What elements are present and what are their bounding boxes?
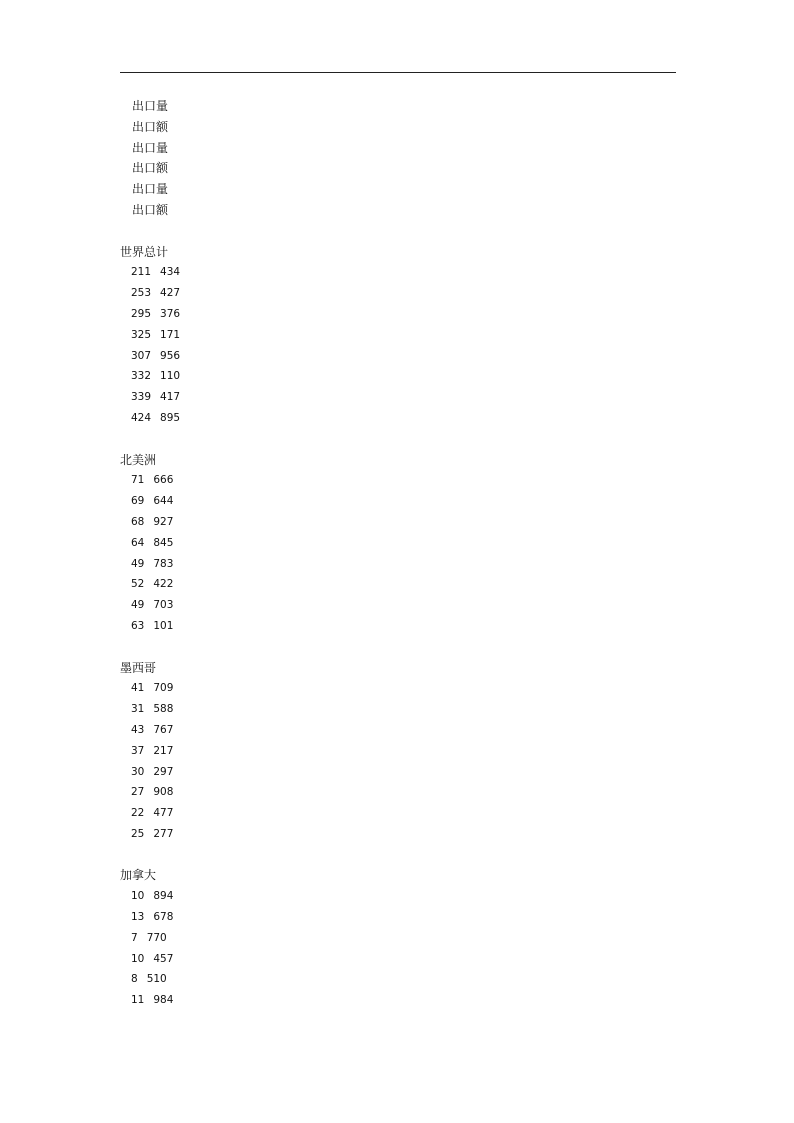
value-a: 339 bbox=[131, 391, 152, 404]
data-row bbox=[120, 262, 676, 283]
data-row bbox=[120, 824, 676, 845]
value-a: 69 bbox=[131, 495, 145, 508]
value-b: 422 bbox=[153, 578, 174, 591]
header-item: 出口量 bbox=[132, 99, 169, 113]
value-b: 927 bbox=[153, 515, 174, 528]
header-item: 出口额 bbox=[132, 202, 169, 217]
value-a: 11 bbox=[131, 994, 145, 1007]
value-a: 211 bbox=[131, 266, 152, 279]
value-a: 7 bbox=[131, 931, 138, 944]
value-a: 31 bbox=[131, 703, 145, 716]
data-row bbox=[120, 616, 676, 637]
section-mexico bbox=[120, 658, 676, 845]
section-canada bbox=[120, 865, 676, 1011]
value-b: 908 bbox=[153, 786, 174, 799]
data-row bbox=[120, 782, 676, 803]
data-row bbox=[120, 678, 676, 699]
data-row bbox=[120, 907, 676, 928]
value-a: 332 bbox=[131, 370, 152, 383]
value-a: 64 bbox=[131, 536, 145, 549]
section-title: 世界总计 bbox=[120, 244, 169, 259]
section-title: 墨西哥 bbox=[120, 660, 157, 675]
value-a: 10 bbox=[131, 890, 145, 903]
value-b: 434 bbox=[160, 266, 181, 279]
data-row bbox=[120, 699, 676, 720]
value-a: 295 bbox=[131, 307, 152, 320]
data-row bbox=[120, 366, 676, 387]
data-row bbox=[120, 741, 676, 762]
data-row bbox=[120, 928, 676, 949]
data-row bbox=[120, 762, 676, 783]
data-row bbox=[120, 533, 676, 554]
value-b: 894 bbox=[153, 890, 174, 903]
value-a: 41 bbox=[131, 682, 145, 695]
data-row bbox=[120, 283, 676, 304]
data-row bbox=[120, 720, 676, 741]
data-row bbox=[120, 491, 676, 512]
header-item: 出口量 bbox=[132, 182, 169, 197]
value-a: 49 bbox=[131, 557, 145, 570]
data-row bbox=[120, 803, 676, 824]
data-row bbox=[120, 990, 676, 1011]
value-b: 783 bbox=[153, 557, 174, 570]
section-north-america bbox=[120, 450, 676, 637]
value-b: 417 bbox=[160, 391, 181, 404]
data-row bbox=[120, 387, 676, 408]
value-b: 644 bbox=[153, 495, 174, 508]
value-b: 588 bbox=[153, 703, 174, 716]
value-a: 22 bbox=[131, 807, 145, 820]
data-row bbox=[120, 304, 676, 325]
value-a: 52 bbox=[131, 578, 145, 591]
value-b: 277 bbox=[153, 827, 174, 840]
value-b: 110 bbox=[160, 370, 181, 383]
value-a: 43 bbox=[131, 723, 145, 736]
value-b: 678 bbox=[153, 911, 174, 924]
value-b: 984 bbox=[153, 994, 174, 1007]
top-rule bbox=[120, 72, 676, 73]
data-row bbox=[120, 512, 676, 533]
data-row bbox=[120, 886, 676, 907]
value-b: 956 bbox=[160, 349, 181, 362]
header-item: 出口额 bbox=[132, 161, 169, 176]
section-title: 加拿大 bbox=[120, 868, 157, 883]
value-b: 457 bbox=[153, 952, 174, 965]
value-a: 30 bbox=[131, 765, 145, 778]
value-a: 25 bbox=[131, 827, 145, 840]
header-list bbox=[120, 96, 676, 221]
value-b: 376 bbox=[160, 307, 181, 320]
value-a: 253 bbox=[131, 287, 152, 300]
data-row bbox=[120, 346, 676, 367]
data-row bbox=[120, 969, 676, 990]
value-b: 767 bbox=[153, 723, 174, 736]
value-b: 666 bbox=[153, 474, 174, 487]
document-body bbox=[120, 96, 676, 1011]
value-a: 68 bbox=[131, 515, 145, 528]
value-a: 424 bbox=[131, 411, 152, 424]
value-a: 27 bbox=[131, 786, 145, 799]
value-a: 13 bbox=[131, 911, 145, 924]
data-row bbox=[120, 470, 676, 491]
value-a: 49 bbox=[131, 599, 145, 612]
value-a: 307 bbox=[131, 349, 152, 362]
data-row bbox=[120, 325, 676, 346]
value-b: 427 bbox=[160, 287, 181, 300]
value-a: 8 bbox=[131, 973, 138, 986]
data-row bbox=[120, 408, 676, 429]
value-b: 709 bbox=[153, 682, 174, 695]
data-row bbox=[120, 595, 676, 616]
value-a: 63 bbox=[131, 619, 145, 632]
header-item: 出口额 bbox=[132, 119, 169, 134]
value-b: 477 bbox=[153, 807, 174, 820]
value-b: 510 bbox=[146, 973, 167, 986]
value-b: 297 bbox=[153, 765, 174, 778]
value-a: 71 bbox=[131, 474, 145, 487]
value-b: 895 bbox=[160, 411, 181, 424]
value-a: 10 bbox=[131, 952, 145, 965]
value-a: 325 bbox=[131, 328, 152, 341]
value-a: 37 bbox=[131, 744, 145, 757]
data-row bbox=[120, 949, 676, 970]
value-b: 845 bbox=[153, 536, 174, 549]
value-b: 770 bbox=[146, 931, 167, 944]
value-b: 101 bbox=[153, 619, 174, 632]
header-item: 出口量 bbox=[132, 140, 169, 155]
value-b: 171 bbox=[160, 328, 181, 341]
section-title: 北美洲 bbox=[120, 452, 157, 467]
value-b: 703 bbox=[153, 599, 174, 612]
section-world-total bbox=[120, 242, 676, 429]
value-b: 217 bbox=[153, 744, 174, 757]
data-row bbox=[120, 554, 676, 575]
data-row bbox=[120, 574, 676, 595]
